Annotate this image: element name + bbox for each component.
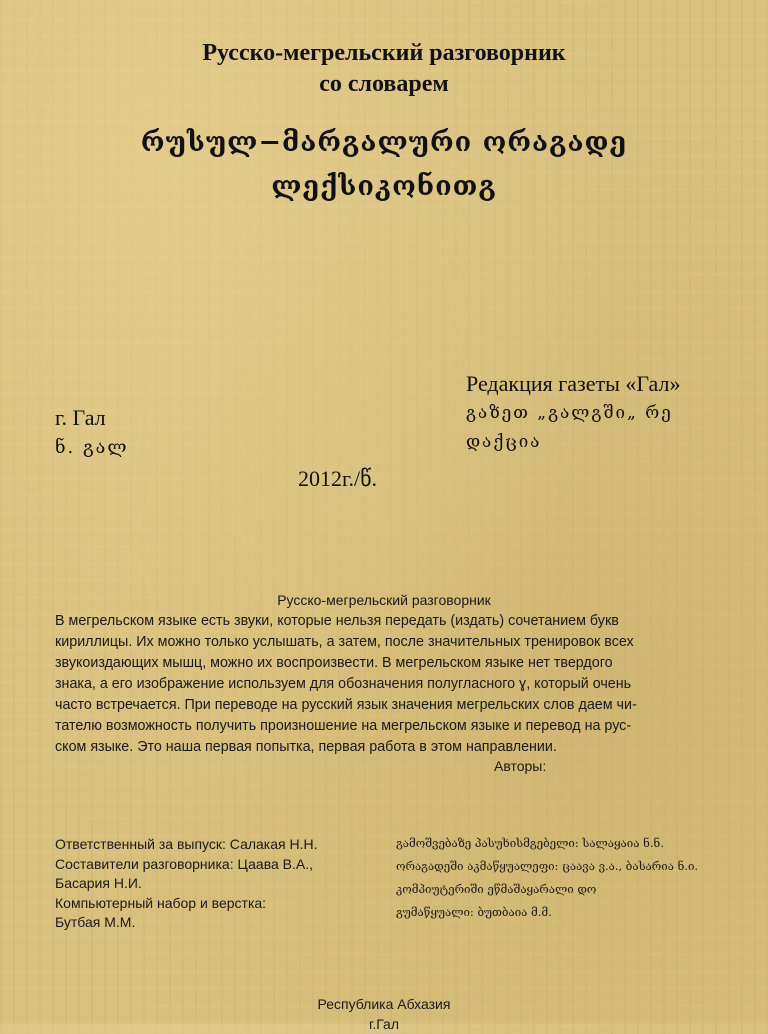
footer	[0, 994, 768, 1034]
credit-line: Составители разговорника: Цаава В.А.,	[55, 855, 314, 872]
editorial-board	[466, 369, 756, 457]
credit-geo-line: გამოშვებაზე პასუხისმგებელი: სალაყაია ნ.ნ.	[396, 836, 664, 850]
georgian-title-line-1: რუსულ−მარგალური ორაგადე	[140, 127, 628, 158]
city-geo: ნ. გალ	[55, 437, 129, 458]
city-ru: г. Гал	[55, 405, 106, 430]
editorial-geo-line-1: გაზეთ „გალგში„ რე	[466, 403, 673, 423]
editorial-geo-line-2: დაქცია	[466, 432, 542, 452]
credit-line: Бутбая М.М.	[55, 914, 136, 930]
intro-line: звукоиздающих мышц, можно их воспроизвести. В мегрельском языке нет твердого	[55, 655, 613, 671]
intro-line: кириллицы. Их можно только услышать, а затем, после значительных тренировок всех	[55, 634, 634, 650]
authors-label: Авторы:	[494, 758, 547, 774]
footer-country: Республика Абхазия	[317, 996, 451, 1012]
title-line-2: со словарем	[319, 71, 449, 97]
credit-line: Басария Н.И.	[55, 875, 142, 891]
city-block	[55, 403, 129, 463]
credit-line: Компьютерный набор и верстка:	[55, 894, 267, 911]
credit-geo-line: კომპიუტერიში ეწმაშაყარალი დო	[396, 882, 597, 896]
intro-line: ском языке. Это наша первая попытка, первая работа в этом направлении.	[55, 739, 557, 755]
credits-georgian	[396, 832, 716, 924]
credit-geo-line: გუმაწყუალი: ბუთბაია მ.მ.	[396, 905, 552, 919]
document-title	[0, 38, 768, 100]
editorial-ru: Редакция газеты «Гал»	[466, 371, 681, 396]
credit-line: Ответственный за выпуск: Салакая Н.Н.	[55, 836, 318, 852]
intro-line: знака, а его изображение используем для обозначения полугласного ɣ, который очень	[55, 676, 632, 692]
intro-line: тателю возможность получить произношение на мегрельском языке и перевод на рус-	[55, 718, 632, 734]
intro-line: В мегрельском языке есть звуки, которые нельзя передать (издать) сочетанием букв	[55, 613, 619, 629]
intro-line: часто встречается. При переводе на русский язык значения мегрельских слов даем чи-	[55, 697, 637, 713]
title-line-1: Русско-мегрельский разговорник	[202, 40, 566, 66]
footer-city: г.Гал	[368, 1016, 400, 1032]
intro-paragraph	[55, 611, 715, 758]
georgian-title	[0, 121, 768, 209]
credit-geo-line: ორაგადეში აკმაწყუალეფი: ცაავა ვ.ა., ბასარია ნ.ი.	[396, 859, 699, 873]
intro-heading: Русско-мегрельский разговорник	[277, 592, 491, 608]
georgian-title-line-2: ლექსიკონითგ	[271, 171, 497, 202]
credits-russian	[55, 835, 375, 933]
publication-year: 2012г./წ.	[298, 466, 378, 491]
